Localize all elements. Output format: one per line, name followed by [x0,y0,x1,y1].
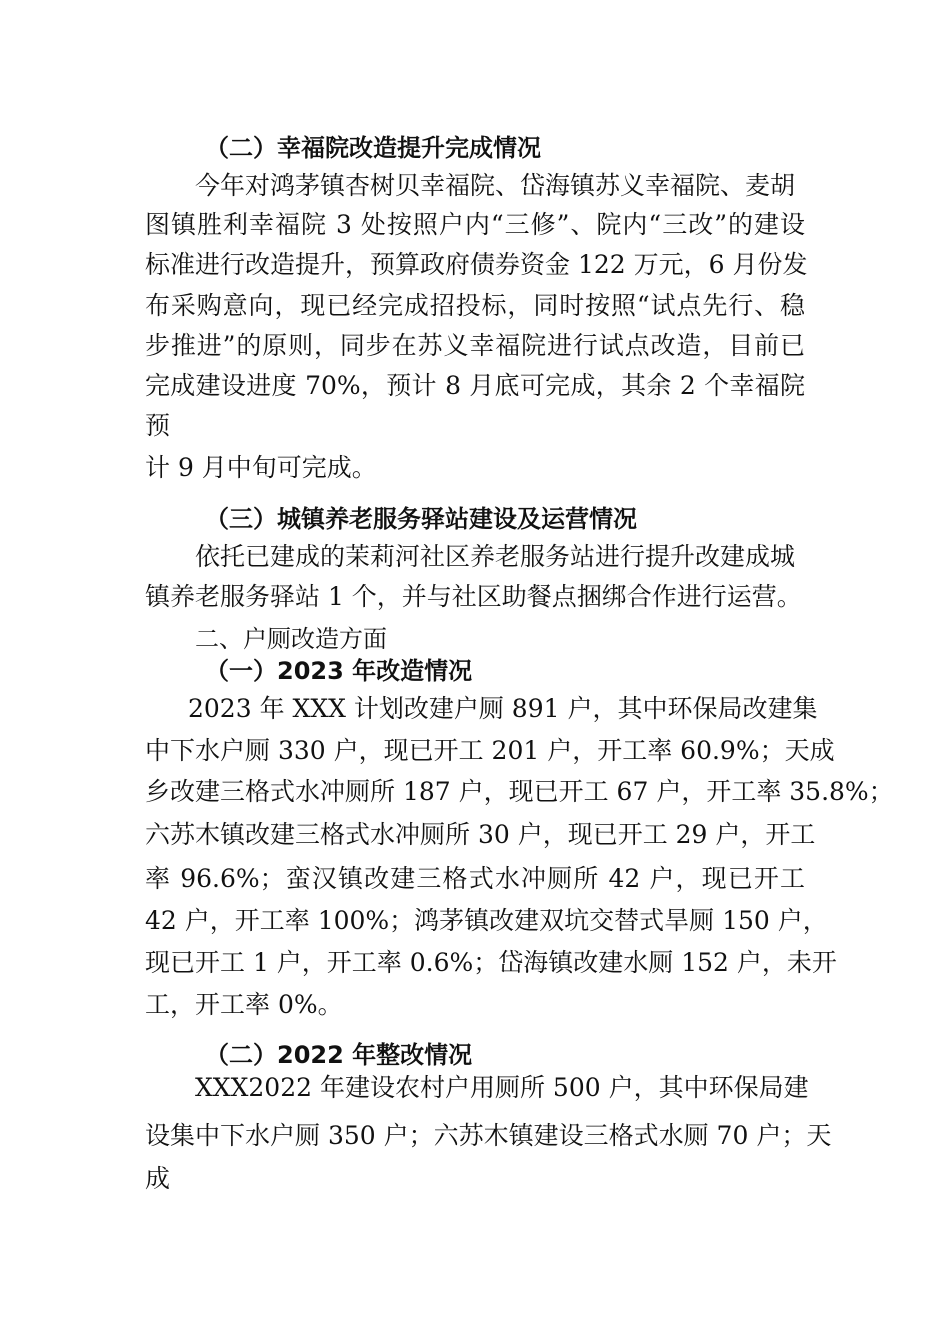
paragraph-line: 步推进”的原则，同步在苏义幸福院进行试点改造，目前已 [145,331,805,360]
section-title-toilet: 二、户厕改造方面 [195,625,387,653]
paragraph-line: 六苏木镇改建三格式水冲厕所 30 户，现已开工 29 户，开工 [145,820,816,849]
paragraph-line: 图镇胜利幸福院 3 处按照户内“三修”、院内“三改”的建设 [145,210,805,239]
paragraph-line: 依托已建成的茉莉河社区养老服务站进行提升改建成城 [195,542,796,571]
paragraph-line: 今年对鸿茅镇杏树贝幸福院、岱海镇苏义幸福院、麦胡 [195,171,796,200]
paragraph-line: 乡改建三格式水冲厕所 187 户，现已开工 67 户，开工率 35.8%； [145,777,894,806]
paragraph-line: 成 [145,1164,171,1193]
paragraph-line: 计 9 月中旬可完成。 [145,453,377,482]
paragraph-line: 2023 年 XXX 计划改建户厕 891 户，其中环保局改建集 [188,694,818,723]
paragraph-line: 率 96.6%；蛮汉镇改建三格式水冲厕所 42 户，现已开工 [145,864,805,893]
heading-happiness-renovation: （二）幸福院改造提升完成情况 [205,134,541,162]
paragraph-line: 设集中下水户厕 350 户；六苏木镇建设三格式水厕 70 户；天 [145,1121,832,1150]
paragraph-line: 现已开工 1 户，开工率 0.6%；岱海镇改建水厕 152 户，未开 [145,948,837,977]
heading-2022-rectification: （二）2022 年整改情况 [205,1041,473,1069]
paragraph-line: 完成建设进度 70%，预计 8 月底可完成，其余 2 个幸福院 [145,371,805,400]
paragraph-line: 预 [145,411,171,440]
heading-2023-renovation: （一）2023 年改造情况 [205,657,473,685]
paragraph-line: 工，开工率 0%。 [145,990,343,1019]
paragraph-line: 镇养老服务驿站 1 个，并与社区助餐点捆绑合作进行运营。 [145,582,802,611]
heading-elderly-station: （三）城镇养老服务驿站建设及运营情况 [205,505,637,533]
paragraph-line: 布采购意向，现已经完成招投标，同时按照“试点先行、稳 [145,291,805,320]
paragraph-line: 42 户，开工率 100%；鸿茅镇改建双坑交替式旱厕 150 户， [145,906,828,935]
paragraph-line: XXX2022 年建设农村户用厕所 500 户，其中环保局建 [195,1073,809,1102]
paragraph-line: 标准进行改造提升，预算政府债券资金 122 万元，6 月份发 [145,250,808,279]
paragraph-line: 中下水户厕 330 户，现已开工 201 户，开工率 60.9%；天成 [145,736,835,765]
